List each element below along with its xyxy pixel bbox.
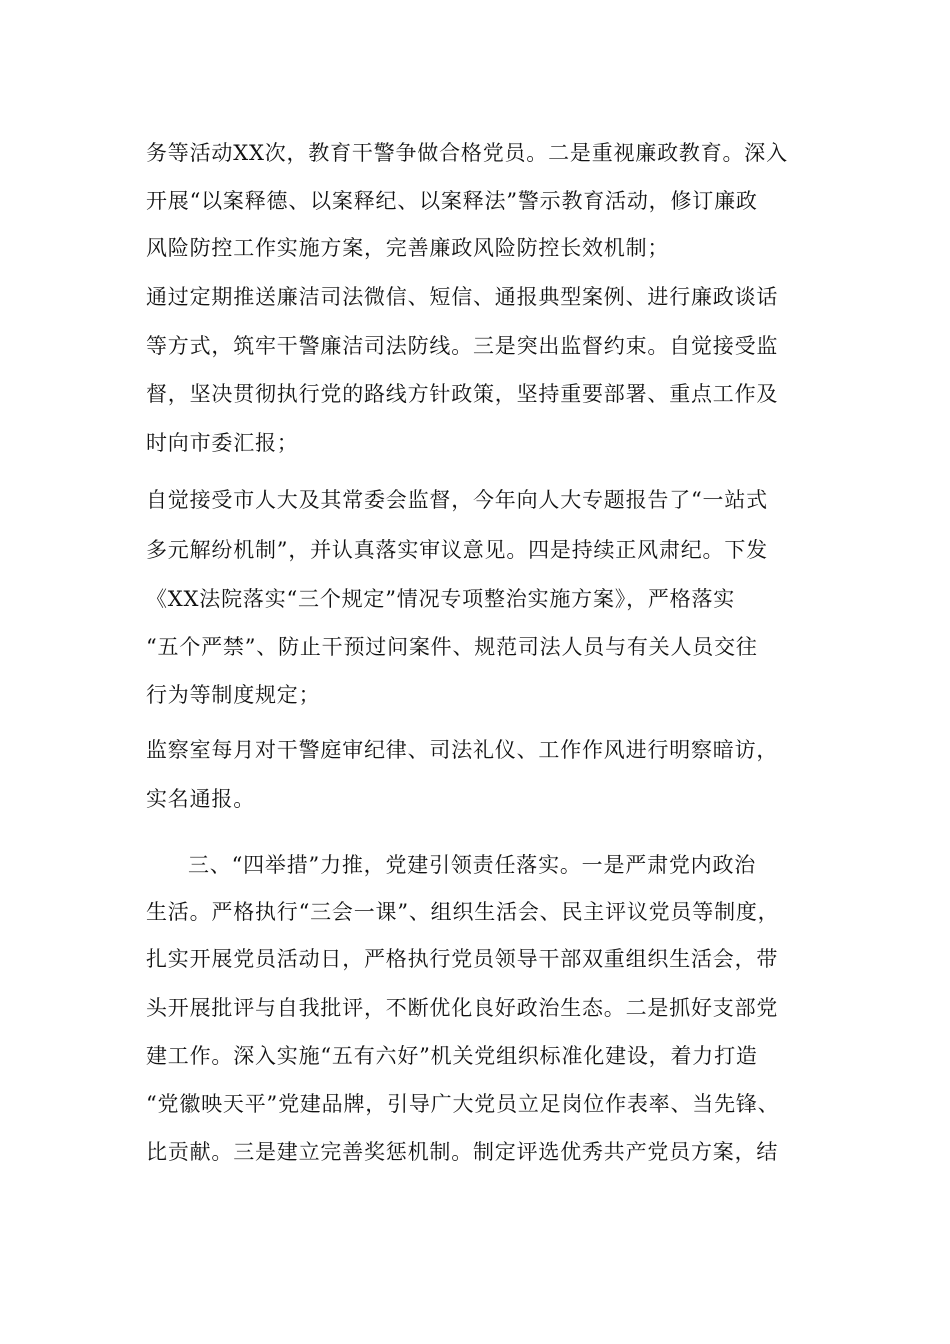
text-line: 开展“以案释德、以案释纪、以案释法”警示教育活动，修订廉政 — [146, 189, 758, 213]
section-heading-line: 三、“四举措”力推，党建引领责任落实。一是严肃党内政治 — [188, 853, 757, 877]
text-line: 监察室每月对干警庭审纪律、司法礼仪、工作作风进行明察暗访， — [146, 738, 779, 762]
text-line: 生活。严格执行“三会一课”、组织生活会、民主评议党员等制度， — [146, 900, 780, 924]
text-line: “党徽映天平”党建品牌，引导广大党员立足岗位作表率、当先锋、 — [146, 1092, 780, 1116]
text-line: 风险防控工作实施方案，完善廉政风险防控长效机制； — [146, 236, 670, 260]
text-line: 自觉接受市人大及其常委会监督，今年向人大专题报告了“一站式 — [146, 488, 768, 512]
text-line: 实名通报。 — [146, 787, 255, 811]
text-line: 多元解纷机制”，并认真落实审议意见。四是持续正风肃纪。下发 — [146, 538, 768, 562]
text-line: 扎实开展党员活动日，严格执行党员领导干部双重组织生活会，带 — [146, 947, 779, 971]
text-line: 《XX法院落实“三个规定”情况专项整治实施方案》，严格落实 — [146, 587, 736, 611]
text-line: 等方式，筑牢干警廉洁司法防线。三是突出监督约束。自觉接受监 — [146, 334, 779, 358]
text-line: 通过定期推送廉洁司法微信、短信、通报典型案例、进行廉政谈话 — [146, 285, 779, 309]
text-line: 务等活动XX次，教育干警争做合格党员。二是重视廉政教育。深入 — [146, 141, 788, 165]
text-line: 头开展批评与自我批评，不断优化良好政治生态。二是抓好支部党 — [146, 996, 779, 1020]
text-line: 督，坚决贯彻执行党的路线方针政策，坚持重要部署、重点工作及 — [146, 382, 779, 406]
text-line: 时向市委汇报； — [146, 431, 299, 455]
text-line: “五个严禁”、防止干预过问案件、规范司法人员与有关人员交往 — [146, 635, 758, 659]
text-line: 比贡献。三是建立完善奖惩机制。制定评选优秀共产党员方案，结 — [146, 1140, 779, 1164]
text-line: 行为等制度规定； — [146, 683, 321, 707]
text-line: 建工作。深入实施“五有六好”机关党组织标准化建设，着力打造 — [146, 1044, 758, 1068]
